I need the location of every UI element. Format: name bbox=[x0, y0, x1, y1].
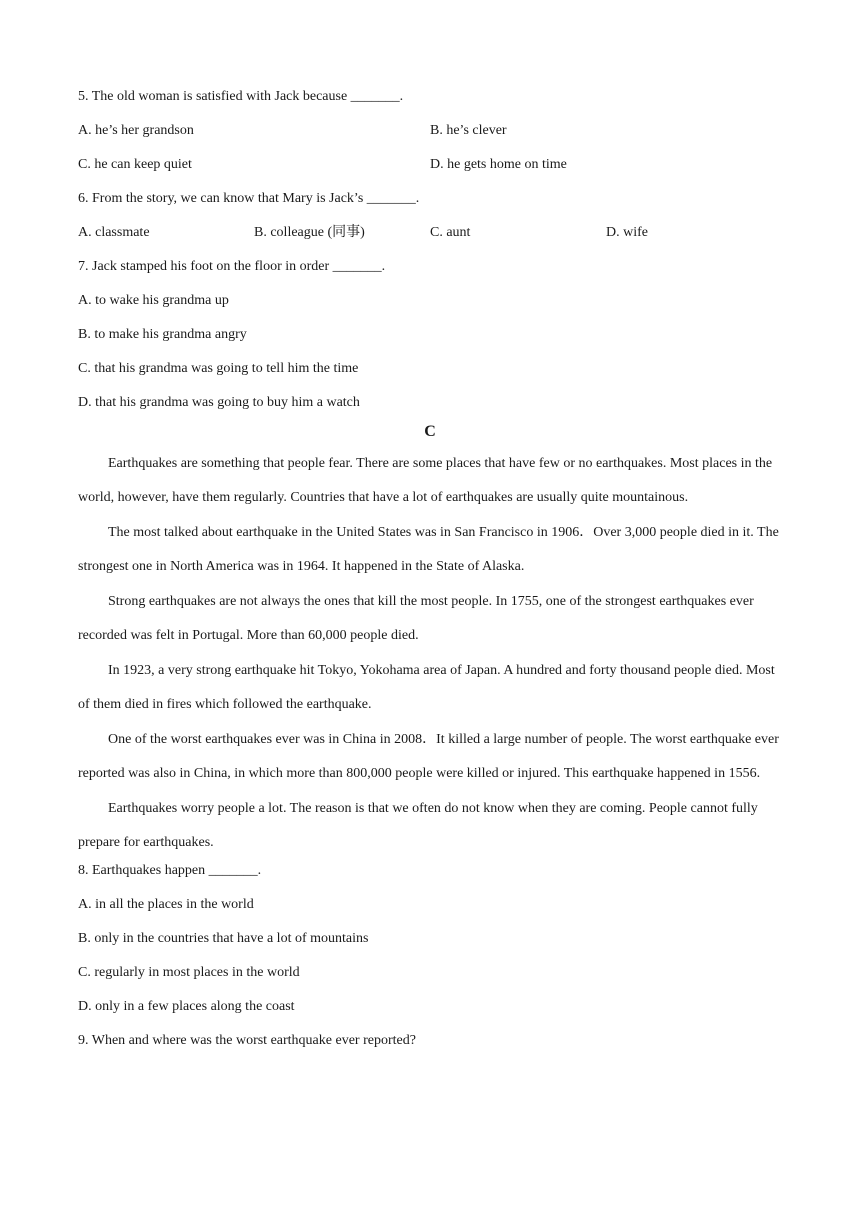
option-c: C. aunt bbox=[430, 225, 471, 240]
option-b: B. to make his grandma angry bbox=[78, 327, 247, 342]
passage-paragraph-1: Earthquakes are something that people fear. There are some places that have few or no earthquakes. Most places in the world, however, have them regularly. Countries that have a lot of earthquakes are usually quite mountainous. bbox=[78, 456, 773, 505]
passage-paragraph-4: In 1923, a very strong earthquake hit Tokyo, Yokohama area of Japan. A hundred and forty thousand people died. Most of them died in fires which followed the earthquake. bbox=[78, 663, 775, 712]
passage-paragraph-2: The most talked about earthquake in the United States was in San Francisco in 1906．Over 3,000 people died in it. The strongest one in North America was in 1964. It happened in the State of Alaska. bbox=[78, 525, 779, 574]
question-stem: 9. When and where was the worst earthquake ever reported? bbox=[78, 1033, 416, 1048]
option-b: B. only in the countries that have a lot of mountains bbox=[78, 931, 369, 946]
option-a: A. he’s her grandson bbox=[78, 123, 194, 138]
option-a: A. in all the places in the world bbox=[78, 897, 254, 912]
options-row bbox=[78, 120, 782, 154]
option-c: C. he can keep quiet bbox=[78, 157, 192, 172]
option-c: C. that his grandma was going to tell him the time bbox=[78, 361, 359, 376]
option-a: A. classmate bbox=[78, 225, 150, 240]
question-stem: 7. Jack stamped his foot on the floor in order _______. bbox=[78, 259, 386, 274]
question-9 bbox=[78, 1030, 782, 1064]
option-d: D. wife bbox=[606, 225, 648, 240]
section-heading: C bbox=[424, 423, 436, 440]
question-6 bbox=[78, 188, 782, 256]
question-7 bbox=[78, 256, 782, 426]
question-stem: 5. The old woman is satisfied with Jack because _______. bbox=[78, 89, 404, 104]
option-d: D. only in a few places along the coast bbox=[78, 999, 295, 1014]
question-stem: 6. From the story, we can know that Mary is Jack’s _______. bbox=[78, 191, 420, 206]
option-b: B. colleague (同事) bbox=[254, 225, 365, 240]
reading-passage bbox=[78, 446, 782, 860]
option-c: C. regularly in most places in the world bbox=[78, 965, 300, 980]
question-5 bbox=[78, 86, 782, 188]
passage-paragraph-6: Earthquakes worry people a lot. The reason is that we often do not know when they are coming. People cannot fully prepare for earthquakes. bbox=[78, 801, 758, 850]
options-row bbox=[78, 154, 782, 188]
option-d: D. he gets home on time bbox=[430, 157, 567, 172]
passage-paragraph-3: Strong earthquakes are not always the ones that kill the most people. In 1755, one of the strongest earthquakes ever recorded was felt in Portugal. More than 60,000 people died. bbox=[78, 594, 754, 643]
option-b: B. he’s clever bbox=[430, 123, 507, 138]
option-d: D. that his grandma was going to buy him a watch bbox=[78, 395, 360, 410]
options-row bbox=[78, 222, 782, 256]
passage-paragraph-5: One of the worst earthquakes ever was in China in 2008．It killed a large number of people. The worst earthquake ever reported was also in China, in which more than 800,000 people were killed or injured. This earthquake happened in 1556. bbox=[78, 732, 779, 781]
option-a: A. to wake his grandma up bbox=[78, 293, 229, 308]
question-stem: 8. Earthquakes happen _______. bbox=[78, 863, 262, 878]
question-8 bbox=[78, 860, 782, 1030]
